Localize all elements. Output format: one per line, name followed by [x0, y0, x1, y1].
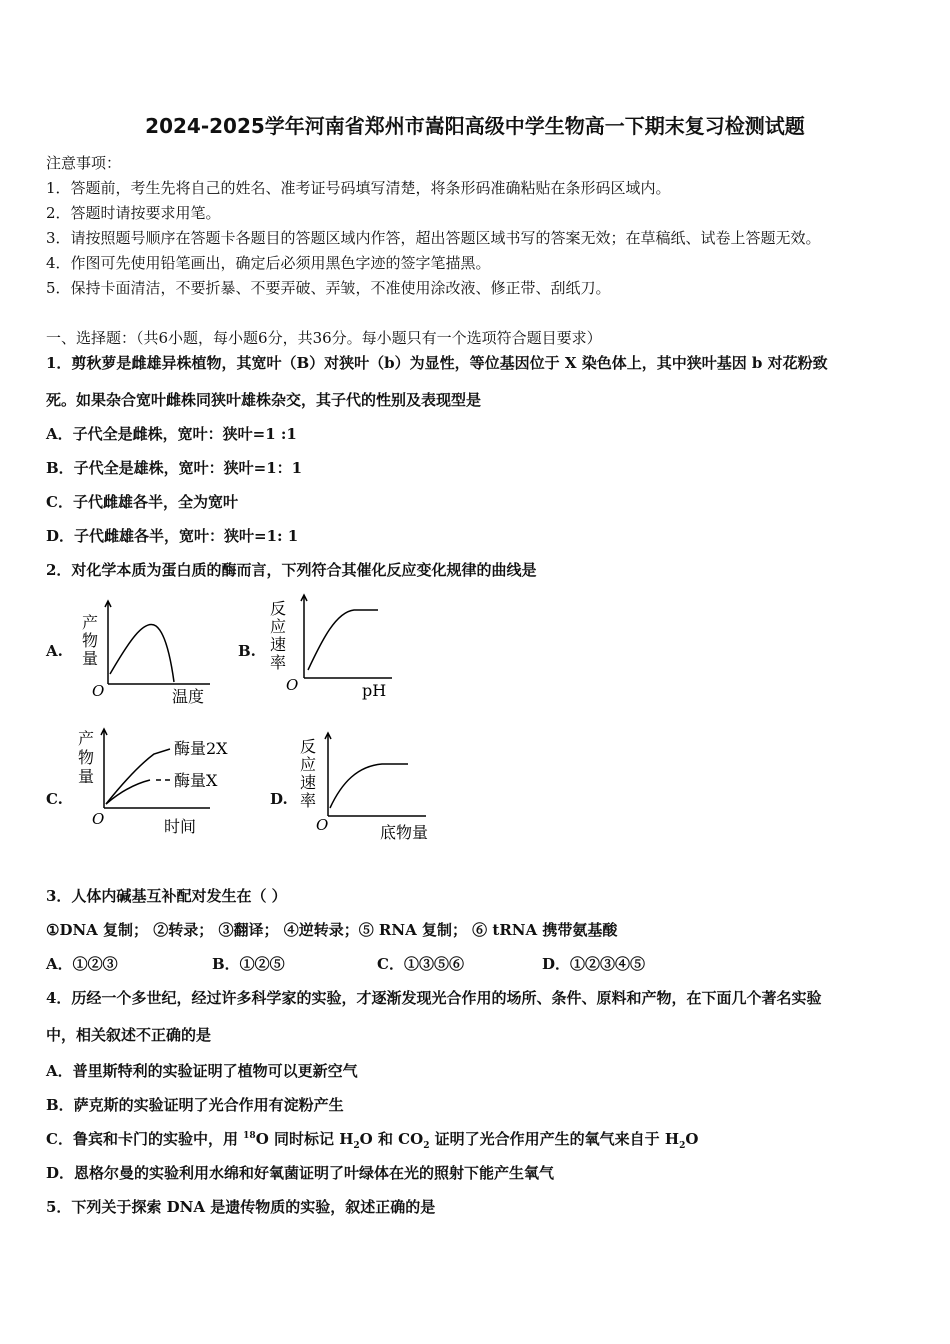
- figure-c-ylabel-1: 产: [78, 729, 95, 748]
- notice-item: 5．保持卡面清洁，不要折暴、不要弄破、弄皱，不准使用涂改液、修正带、刮纸刀。: [46, 279, 611, 297]
- question-3-stem: 3．人体内碱基互补配对发生在（ ）: [46, 887, 287, 905]
- figure-b-ylabel-3: 速: [270, 635, 287, 654]
- figure-d-graph: [296, 730, 456, 845]
- figure-d-label: D.: [270, 790, 288, 808]
- figure-c-xlabel: 时间: [164, 817, 197, 836]
- question-4-option-b: B．萨克斯的实验证明了光合作用有淀粉产生: [46, 1096, 344, 1114]
- figure-a-ylabel-1: 产: [82, 613, 99, 632]
- question-4-option-a: A．普里斯特利的实验证明了植物可以更新空气: [46, 1062, 358, 1080]
- page-title: 2024-2025学年河南省郑州市嵩阳高级中学生物高一下期末复习检测试题: [145, 114, 805, 138]
- figure-d-origin: O: [316, 816, 329, 834]
- question-4-option-d: D．恩格尔曼的实验利用水绵和好氧菌证明了叶绿体在光的照射下能产生氧气: [46, 1164, 555, 1182]
- question-5-stem: 5．下列关于探索 DNA 是遗传物质的实验，叙述正确的是: [46, 1198, 436, 1216]
- question-3-option-b: B．①②⑤: [212, 955, 285, 973]
- figure-d-ylabel-4: 率: [300, 791, 317, 810]
- figure-c-origin: O: [92, 810, 105, 828]
- question-1-stem-cont: 死。如果杂合宽叶雌株同狭叶雄株杂交，其子代的性别及表现型是: [46, 391, 482, 409]
- figure-d-ylabel-1: 反: [300, 737, 317, 756]
- question-1-option-d: D．子代雌雄各半，宽叶：狭叶=1: 1: [46, 527, 299, 545]
- question-4-option-c: C．鲁宾和卡门的实验中，用 $^{18}$O 同时标记 $H_2O$ 和 $CO_2$ 证明了光合作用产生的氧气来自于 $H_2O$: [46, 1130, 699, 1151]
- figure-a-label: A.: [46, 642, 63, 660]
- question-1-option-b: B．子代全是雄株，宽叶：狭叶=1：1: [46, 459, 303, 477]
- figure-c-ylabel-2: 物: [78, 748, 95, 767]
- question-4-stem: 4．历经一个多世纪，经过许多科学家的实验，才逐渐发现光合作用的场所、条件、原料和产物，在下面几个著名实验: [46, 989, 822, 1007]
- notice-item: 1．答题前，考生先将自己的姓名、准考证号码填写清楚，将条形码准确粘贴在条形码区域内。: [46, 179, 671, 197]
- question-3-option-d: D．①②③④⑤: [542, 955, 646, 973]
- figure-a-ylabel-3: 量: [82, 649, 99, 668]
- notice-heading: 注意事项：: [46, 154, 122, 172]
- notice-item: 2．答题时请按要求用笔。: [46, 204, 221, 222]
- question-1-stem: 1．剪秋萝是雌雄异株植物，其宽叶（B）对狭叶（b）为显性，等位基因位于 X 染色体上，其中狭叶基因 b 对花粉致: [46, 354, 828, 372]
- figure-c-curve2-label: 酶量X: [174, 771, 218, 790]
- question-2-stem: 2．对化学本质为蛋白质的酶而言，下列符合其催化反应变化规律的曲线是: [46, 561, 537, 579]
- figure-b-ylabel-1: 反: [270, 599, 287, 618]
- figure-a-xlabel: 温度: [172, 687, 205, 706]
- figure-b-label: B.: [238, 642, 256, 660]
- question-3-list: ①DNA 复制； ②转录； ③翻译； ④逆转录；⑤ RNA 复制； ⑥ tRNA 携带氨基酸: [46, 921, 618, 939]
- question-4-stem-cont: 中，相关叙述不正确的是: [46, 1026, 212, 1044]
- figure-c-curve1-label: 酶量2X: [174, 739, 228, 758]
- figure-a-ylabel-2: 物: [82, 631, 99, 650]
- figure-c-ylabel-3: 量: [78, 767, 95, 786]
- figure-b-xlabel: pH: [362, 681, 387, 700]
- question-1-option-a: A．子代全是雌株，宽叶：狭叶=1 :1: [46, 425, 297, 443]
- figure-d-ylabel-3: 速: [300, 773, 317, 792]
- question-3-option-a: A．①②③: [46, 955, 118, 973]
- figure-a-origin: O: [92, 682, 105, 700]
- figure-b-origin: O: [286, 676, 299, 694]
- figure-b-ylabel-4: 率: [270, 653, 287, 672]
- question-3-option-c: C．①③⑤⑥: [377, 955, 464, 973]
- figure-d-ylabel-2: 应: [300, 755, 317, 774]
- figure-a-graph: [70, 598, 220, 708]
- section-heading: 一、选择题：（共6小题，每小题6分，共36分。每小题只有一个选项符合题目要求）: [46, 329, 602, 347]
- figure-b-graph: [262, 592, 412, 702]
- figure-b-ylabel-2: 应: [270, 617, 287, 636]
- figure-c-graph: [70, 726, 260, 841]
- notice-item: 3．请按照题号顺序在答题卡各题目的答题区域内作答，超出答题区域书写的答案无效；在草稿纸、试卷上答题无效。: [46, 229, 821, 247]
- notice-item: 4．作图可先使用铅笔画出，确定后必须用黑色字迹的签字笔描黑。: [46, 254, 491, 272]
- question-1-option-c: C．子代雌雄各半，全为宽叶: [46, 493, 238, 511]
- figure-d-xlabel: 底物量: [380, 823, 429, 842]
- figure-c-label: C.: [46, 790, 63, 808]
